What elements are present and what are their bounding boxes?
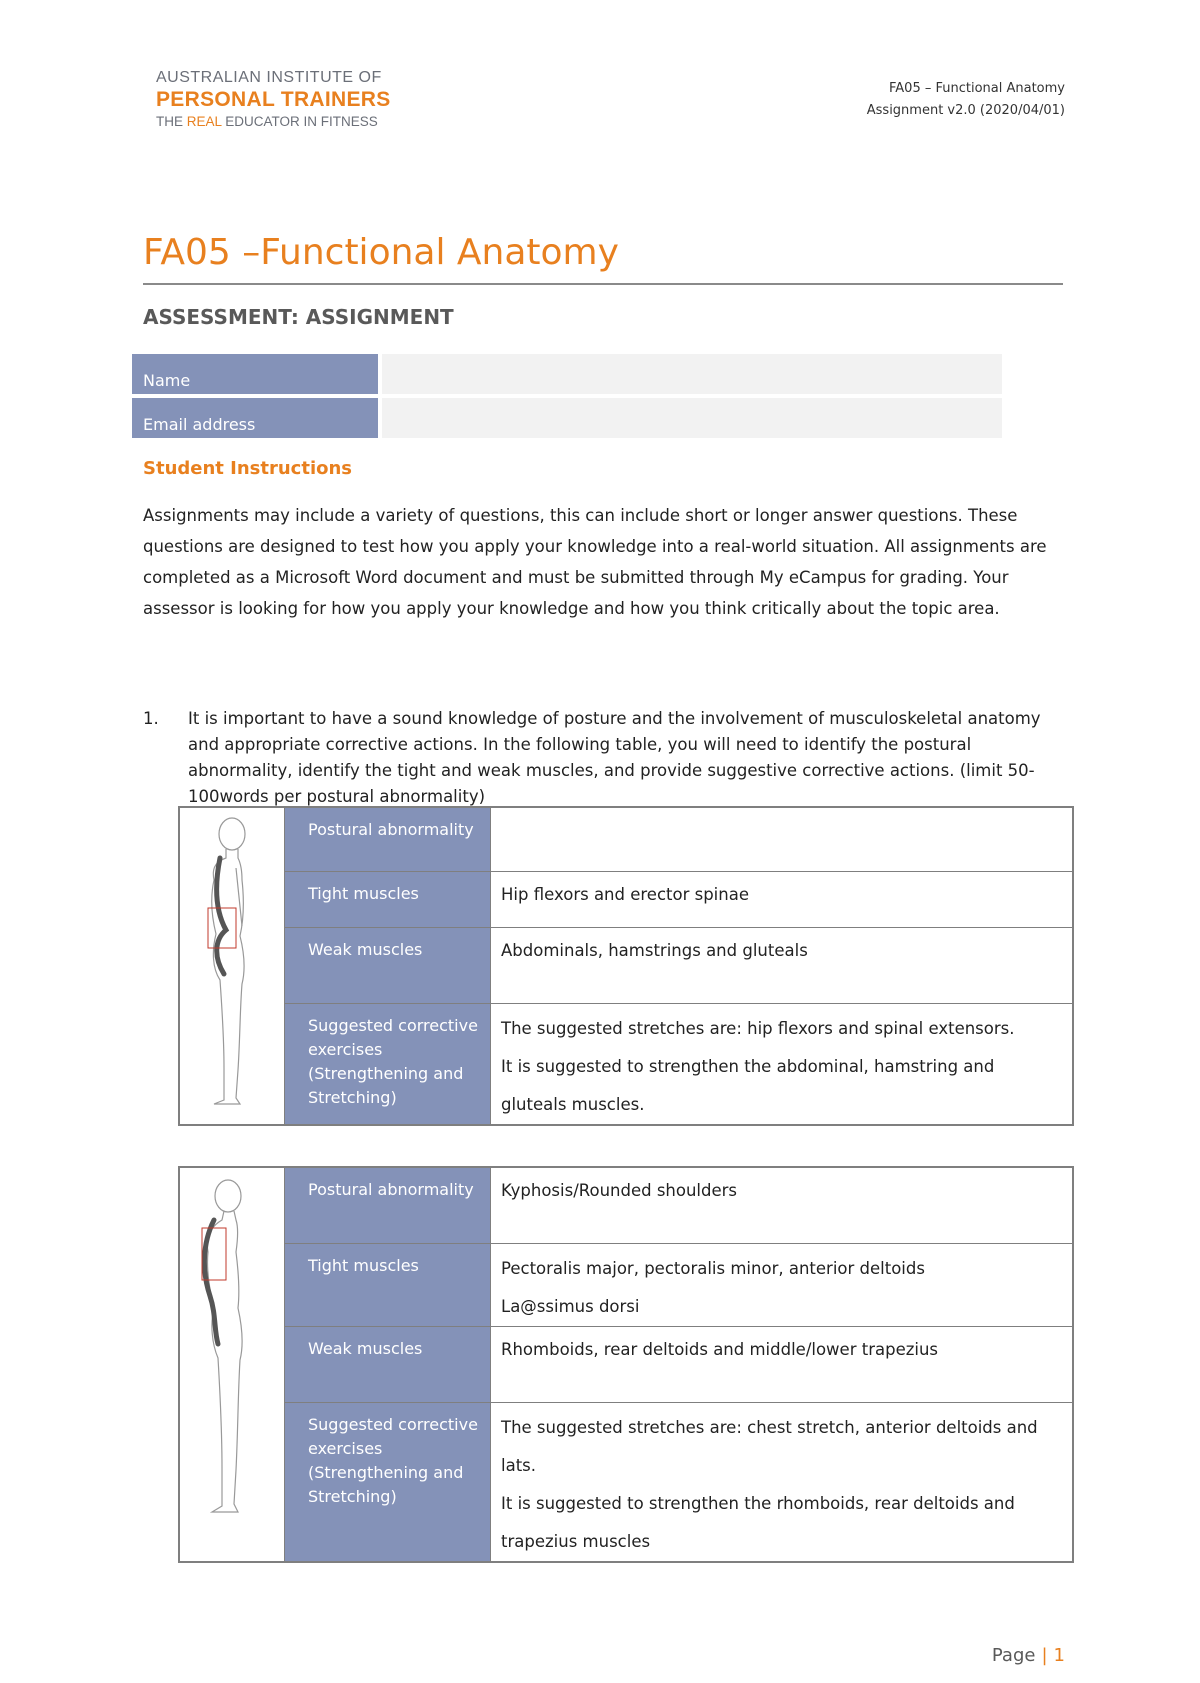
corrective-line: The suggested stretches are: chest stretch, anterior deltoids and lats. bbox=[501, 1417, 1038, 1475]
question-number: 1. bbox=[143, 709, 159, 728]
instructions-heading: Student Instructions bbox=[143, 458, 353, 479]
student-email-label: Email address bbox=[132, 398, 378, 438]
value-tight-muscles bbox=[491, 1243, 1073, 1326]
table-row bbox=[179, 1167, 1073, 1243]
table-row bbox=[179, 927, 1073, 1003]
posture-table-1 bbox=[178, 806, 1074, 1126]
value-weak-muscles: Abdominals, hamstrings and gluteals bbox=[491, 927, 1073, 1003]
title-divider bbox=[143, 283, 1063, 285]
table-row bbox=[179, 1326, 1073, 1402]
document-header bbox=[867, 78, 1065, 122]
label-postural-abnormality: Postural abnormality bbox=[285, 1167, 491, 1243]
posture-figure-cell bbox=[179, 1167, 285, 1562]
student-info-table bbox=[132, 350, 1002, 442]
student-email-field[interactable] bbox=[378, 398, 1002, 438]
logo-line-1: AUSTRALIAN INSTITUTE OF bbox=[156, 69, 382, 86]
lordosis-figure-icon bbox=[180, 808, 284, 1120]
student-email-row bbox=[132, 398, 1002, 438]
logo-tagline-accent: REAL bbox=[186, 114, 222, 129]
page-separator: | bbox=[1041, 1645, 1048, 1666]
student-name-field[interactable] bbox=[378, 354, 1002, 394]
label-weak-muscles: Weak muscles bbox=[285, 1326, 491, 1402]
kyphosis-figure-icon bbox=[180, 1168, 284, 1560]
value-postural-abnormality: Kyphosis/Rounded shoulders bbox=[491, 1167, 1073, 1243]
value-weak-muscles: Rhomboids, rear deltoids and middle/lower trapezius bbox=[491, 1326, 1073, 1402]
label-corrective-exercises: Suggested corrective exercises (Strengthening and Stretching) bbox=[285, 1003, 491, 1125]
question-1 bbox=[143, 706, 1063, 810]
student-name-label: Name bbox=[132, 354, 378, 394]
logo-tagline bbox=[156, 115, 391, 129]
table-row bbox=[179, 1243, 1073, 1326]
value-tight-muscles: Hip flexors and erector spinae bbox=[491, 871, 1073, 927]
tight-muscles-line: La@ssimus dorsi bbox=[501, 1296, 640, 1316]
logo-tagline-suffix: EDUCATOR IN FITNESS bbox=[225, 114, 378, 129]
label-postural-abnormality: Postural abnormality bbox=[285, 807, 491, 871]
posture-figure-cell bbox=[179, 807, 285, 1125]
header-course: FA05 – Functional Anatomy bbox=[889, 81, 1065, 96]
table-row bbox=[179, 807, 1073, 871]
label-corrective-exercises: Suggested corrective exercises (Strengthening and Stretching) bbox=[285, 1402, 491, 1562]
instructions-body: Assignments may include a variety of questions, this can include short or longer answer questions. These questions are designed to test how you apply your knowledge into a real-world situation. All assignments are completed as a Microsoft Word document and must be submitted through My eCampus for grading. Your assessor is looking for how you apply your knowledge and how you think critically about the topic area. bbox=[143, 506, 1047, 618]
logo bbox=[156, 70, 391, 129]
header-version: Assignment v2.0 (2020/04/01) bbox=[866, 103, 1065, 118]
page-footer bbox=[992, 1645, 1065, 1666]
page-number: 1 bbox=[1053, 1645, 1065, 1666]
posture-table-2 bbox=[178, 1166, 1074, 1563]
value-postural-abnormality bbox=[491, 807, 1073, 871]
label-tight-muscles: Tight muscles bbox=[285, 871, 491, 927]
table-row bbox=[179, 1402, 1073, 1562]
table-row bbox=[179, 1003, 1073, 1125]
table-row bbox=[179, 871, 1073, 927]
page-subtitle: ASSESSMENT: ASSIGNMENT bbox=[143, 305, 454, 329]
tight-muscles-line: Pectoralis major, pectoralis minor, anterior deltoids bbox=[501, 1258, 925, 1278]
logo-line-2: PERSONAL TRAINERS bbox=[156, 88, 391, 111]
label-tight-muscles: Tight muscles bbox=[285, 1243, 491, 1326]
student-name-row bbox=[132, 354, 1002, 394]
label-weak-muscles: Weak muscles bbox=[285, 927, 491, 1003]
logo-tagline-prefix: THE bbox=[156, 114, 183, 129]
page-label: Page bbox=[991, 1645, 1036, 1666]
corrective-line: The suggested stretches are: hip flexors and spinal extensors. bbox=[501, 1018, 1015, 1038]
corrective-line: It is suggested to strengthen the rhomboids, rear deltoids and trapezius muscles bbox=[501, 1493, 1015, 1551]
corrective-line: It is suggested to strengthen the abdominal, hamstring and gluteals muscles. bbox=[501, 1056, 995, 1114]
question-text: It is important to have a sound knowledge of posture and the involvement of musculoskeletal anatomy and appropriate corrective actions. In the following table, you will need to identify the postural abnormality, identify the tight and weak muscles, and provide suggestive corrective actions. (limit 50-100words per postural abnormality) bbox=[188, 709, 1041, 806]
value-corrective-exercises bbox=[491, 1003, 1073, 1125]
value-corrective-exercises bbox=[491, 1402, 1073, 1562]
page-title: FA05 –Functional Anatomy bbox=[143, 232, 619, 273]
